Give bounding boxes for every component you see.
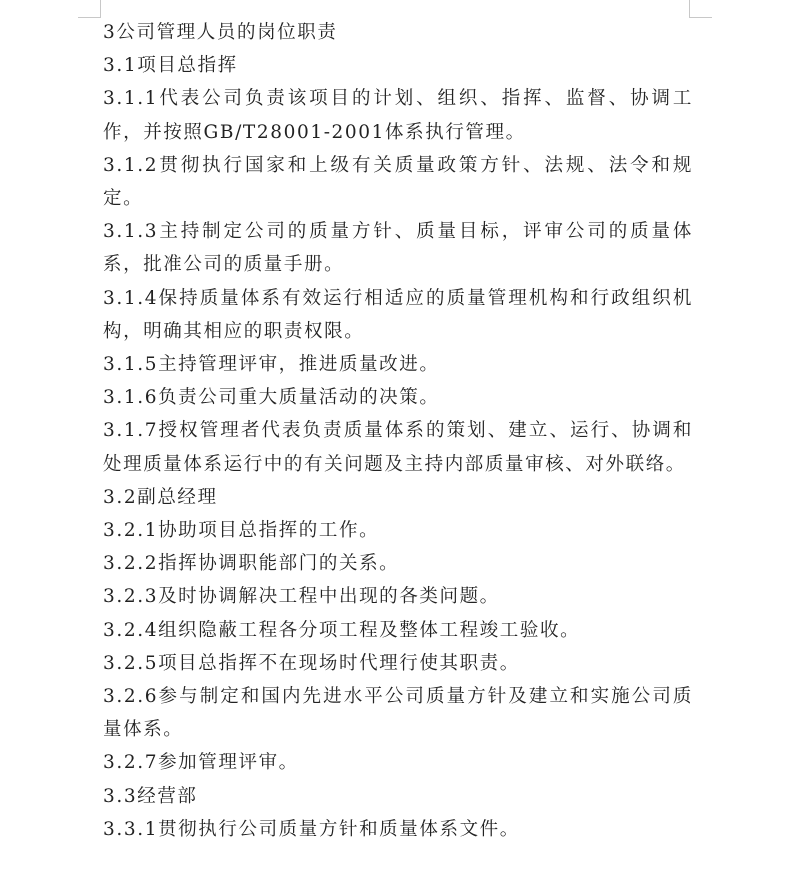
top-left-margin-marker <box>78 0 101 18</box>
clause-3-1-5: 3.1.5主持管理评审，推进质量改进。 <box>103 354 440 376</box>
clause-3-2-7: 3.2.7参加管理评审。 <box>103 752 299 774</box>
document-body <box>103 16 693 846</box>
clause-3-2-1: 3.2.1协助项目总指挥的工作。 <box>103 520 380 542</box>
clause-3-1-1: 3.1.1代表公司负责该项目的计划、组织、指挥、监督、协调工作，并按照GB/T28001-2001体系执行管理。 <box>103 88 693 143</box>
clause-3-2-2: 3.2.2指挥协调职能部门的关系。 <box>103 553 400 575</box>
clause-3-2-5: 3.2.5项目总指挥不在现场时代理行使其职责。 <box>103 652 520 674</box>
clause-3-2-4: 3.2.4组织隐蔽工程各分项工程及整体工程竣工验收。 <box>103 619 581 641</box>
clause-3-1-6: 3.1.6负责公司重大质量活动的决策。 <box>103 387 440 409</box>
section-heading-3-3: 3.3经营部 <box>103 785 198 807</box>
clause-3-3-1: 3.3.1贯彻执行公司质量方针和质量体系文件。 <box>103 818 520 840</box>
clause-3-1-7: 3.1.7授权管理者代表负责质量体系的策划、建立、运行、协调和处理质量体系运行中的有关问题及主持内部质量审核、对外联络。 <box>103 420 693 475</box>
clause-3-2-3: 3.2.3及时协调解决工程中出现的各类问题。 <box>103 586 500 608</box>
clause-3-2-6: 3.2.6参与制定和国内先进水平公司质量方针及建立和实施公司质量体系。 <box>103 686 693 741</box>
section-heading-3-2: 3.2副总经理 <box>103 486 218 508</box>
clause-3-1-4: 3.1.4保持质量体系有效运行相适应的质量管理机构和行政组织机构，明确其相应的职责权限。 <box>103 287 693 342</box>
clause-3-1-3: 3.1.3主持制定公司的质量方针、质量目标，评审公司的质量体系，批准公司的质量手册。 <box>103 221 693 276</box>
clause-3-1-2: 3.1.2贯彻执行国家和上级有关质量政策方针、法规、法令和规定。 <box>103 154 693 210</box>
section-heading-3: 3公司管理人员的岗位职责 <box>103 22 338 43</box>
section-heading-3-1: 3.1项目总指挥 <box>103 55 238 77</box>
